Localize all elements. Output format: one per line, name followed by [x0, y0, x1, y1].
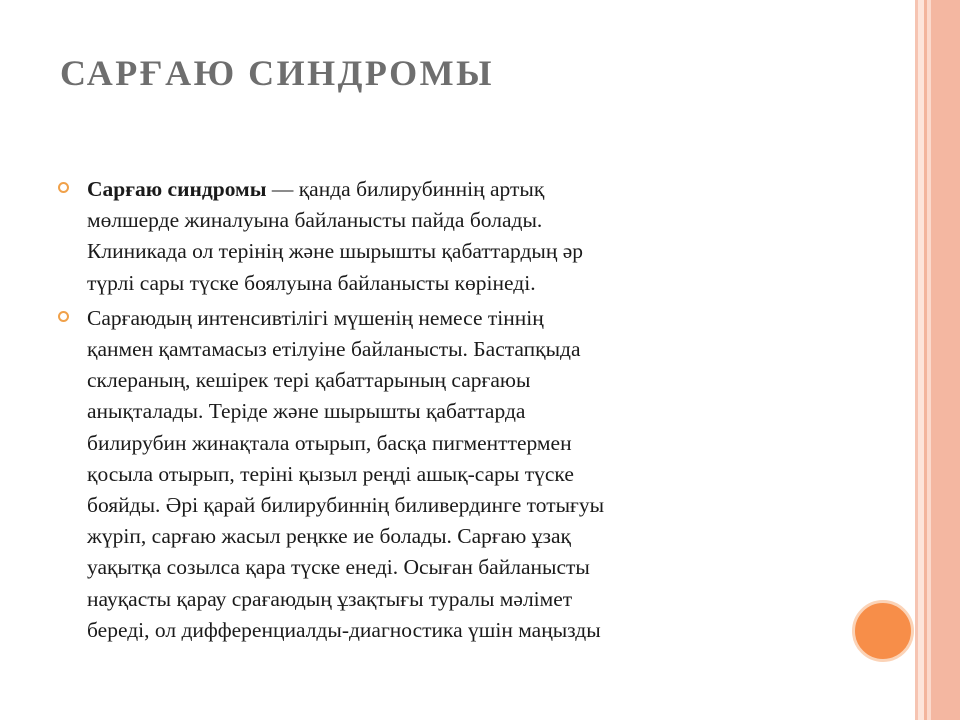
text-line: бояйды. Әрі қарай билирубиннің биливердинге тотығуы	[87, 493, 605, 518]
text-line: анықталады. Теріде және шырышты қабаттарда	[87, 399, 526, 424]
bullet-list	[58, 174, 818, 646]
decorative-side-stripes	[915, 0, 960, 720]
text-line: склераның, кешірек тері қабаттарының сарғаюы	[87, 368, 531, 393]
bullet-term: Сарғаю синдромы	[87, 177, 267, 201]
text-line: Клиникада ол терінің және шырышты қабаттардың әр	[87, 239, 584, 264]
text-fragment: — қанда билирубиннің артық	[266, 177, 545, 201]
stripe	[931, 0, 960, 720]
text-line: мөлшерде жиналуына байланысты пайда болады.	[87, 208, 543, 233]
text-line: науқасты қарау срағаюдың ұзақтығы туралы мәлімет	[87, 586, 573, 611]
bullet-item-definition	[58, 174, 818, 299]
decorative-orange-circle	[852, 600, 914, 662]
text-line	[87, 174, 818, 205]
text-line: қосыла отырып, теріні қызыл реңді ашық-сары түске	[87, 461, 574, 486]
slide-title: САРҒАЮ СИНДРОМЫ	[60, 53, 495, 93]
text-line: жүріп, сарғаю жасыл реңкке ие болады. Сарғаю ұзақ	[87, 524, 571, 549]
text-line: түрлі сары түске боялуына байланысты көрінеді.	[87, 270, 536, 295]
text-line: қанмен қамтамасыз етілуіне байланысты. Бастапқыда	[87, 337, 581, 362]
text-line: береді, ол дифференциалды-диагностика үшін маңызды	[87, 617, 601, 642]
text-line: уақытқа созылса қара түске енеді. Осыған байланысты	[87, 555, 590, 580]
bullet-circle-icon	[58, 182, 69, 193]
bullet-circle-icon	[58, 311, 69, 322]
bullet-item-intensity	[58, 303, 818, 646]
text-line: билирубин жинақтала отырып, басқа пигменттермен	[87, 430, 572, 455]
text-line: Сарғаюдың интенсивтілігі мүшенің немесе тіннің	[87, 305, 544, 330]
